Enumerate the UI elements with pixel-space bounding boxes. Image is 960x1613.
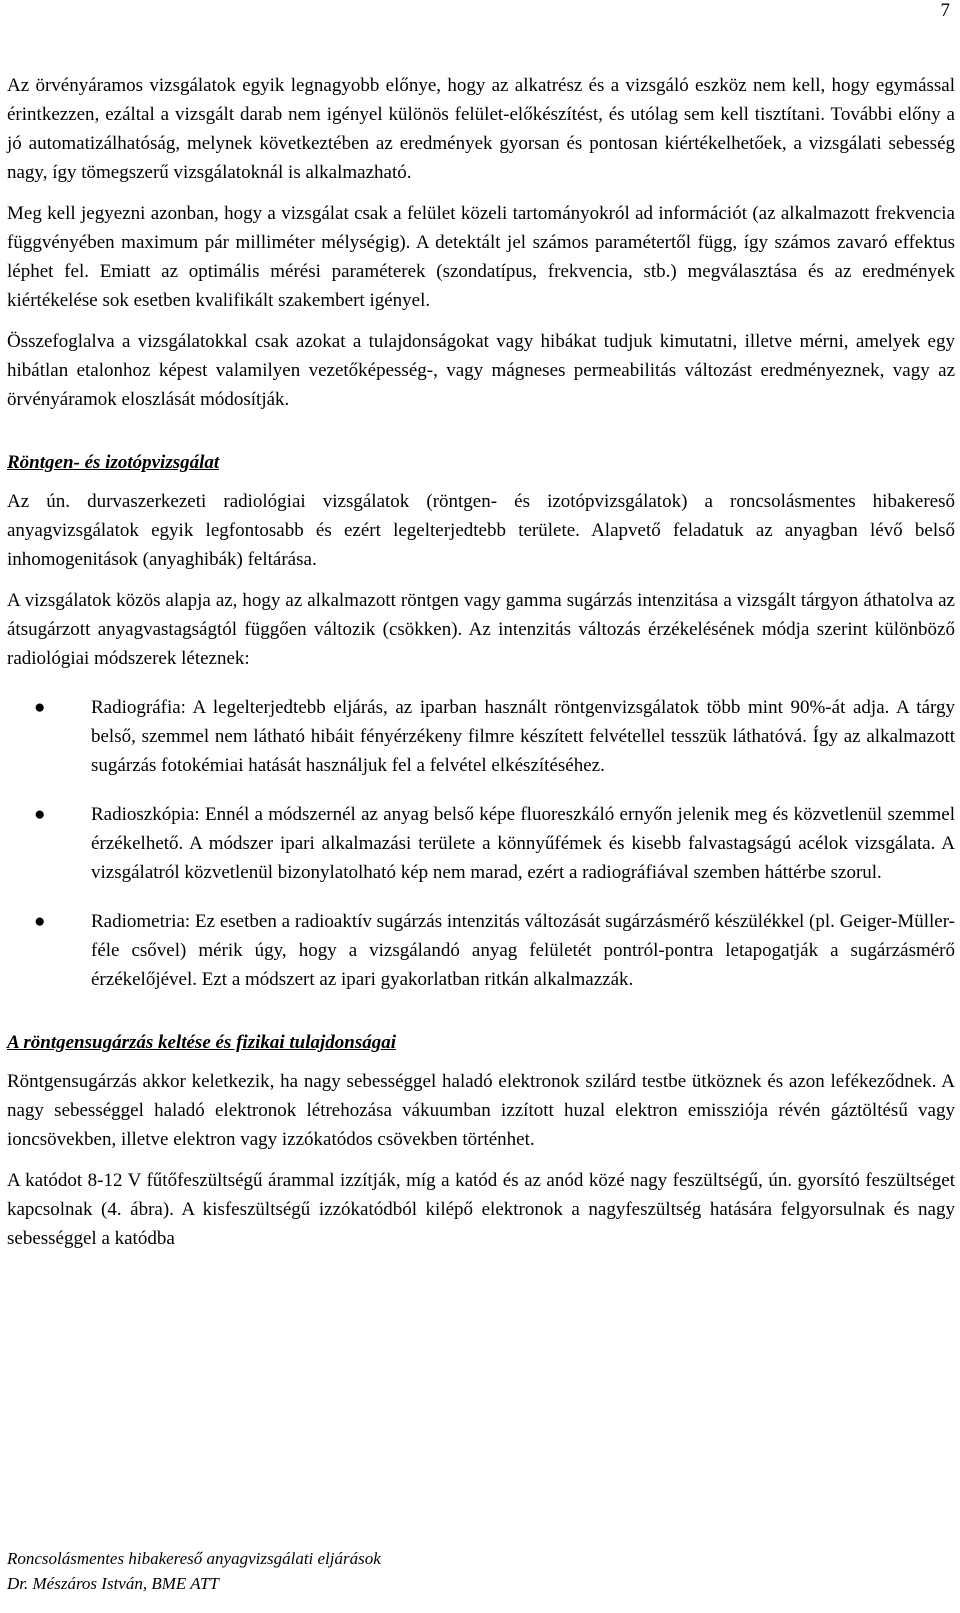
paragraph-xray-origin: Röntgensugárzás akkor keletkezik, ha nagy sebességgel haladó elektronok szilárd testbe ütköznek és azon lefékeződnek. A nagy sebességgel haladó elektronok létrehozása vákuumban izzított huzal elektron emissziója révén gáztöltésű vagy ioncsövekben, illetve elektron vagy izzókatódos csövekben történhet. — [7, 1071, 955, 1150]
document-body — [7, 71, 955, 1265]
bullet-icon: ● — [34, 697, 46, 718]
list-item-radioscopy — [7, 800, 955, 887]
paragraph-radiology-basis: A vizsgálatok közös alapja az, hogy az alkalmazott röntgen vagy gamma sugárzás intenzitása a vizsgált tárgyon áthatolva az átsugárzott anyagvastagságtól függően változik (csökken). Az intenzitás változás érzékelésének módja szerint különböző radiológiai módszerek léteznek: — [7, 590, 955, 669]
footer-author: Dr. Mészáros István, BME ATT — [7, 1574, 219, 1593]
section-heading-radiology: Röntgen- és izotópvizsgálat — [7, 452, 220, 473]
page-number: 7 — [940, 0, 950, 21]
paragraph-limitations: Meg kell jegyezni azonban, hogy a vizsgálat csak a felület közeli tartományokról ad információt (az alkalmazott frekvencia függvényében maximum pár milliméter mélységig). A detektált jel számos paramétertől függ, így számos zavaró effektus léphet fel. Emiatt az optimális mérési paraméterek (szondatípus, frekvencia, stb.) megválasztása és az eredmények kiértékelése sok esetben kvalifikált szakembert igényel. — [7, 203, 955, 311]
paragraph-radiology-intro: Az ún. durvaszerkezeti radiológiai vizsgálatok (röntgen- és izotópvizsgálatok) a roncsolásmentes hibakereső anyagvizsgálatok egyik legfontosabb és ezért legelterjedtebb területe. Alapvető feladatuk az anyagban lévő belső inhomogenitások (anyaghibák) feltárása. — [7, 491, 955, 570]
bullet-icon: ● — [34, 911, 46, 932]
bullet-icon: ● — [34, 804, 46, 825]
method-list — [7, 693, 955, 994]
footer-title: Roncsolásmentes hibakereső anyagvizsgálati eljárások — [7, 1549, 381, 1568]
list-item-text: Radiográfia: A legelterjedtebb eljárás, az iparban használt röntgenvizsgálatok több mint 90%-át adja. A tárgy belső, szemmel nem látható hibáit fényérzékeny filmre készített felvétellel tesszük láthatóvá. Így az alkalmazott sugárzás fotokémiai hatását használjuk fel a felvétel elkészítéséhez. — [91, 697, 955, 776]
paragraph-advantages: Az örvényáramos vizsgálatok egyik legnagyobb előnye, hogy az alkatrész és a vizsgáló eszköz nem kell, hogy egymással érintkezzen, ezáltal a vizsgált darab nem igényel különös felület-előkészítést, és utólag sem kell tisztítani. További előny a jó automatizálhatóság, melynek következtében az eredmények gyorsan és pontosan kiértékelhetőek, a vizsgálati sebesség nagy, így tömegszerű vizsgálatoknál is alkalmazható. — [7, 75, 955, 183]
paragraph-summary: Összefoglalva a vizsgálatokkal csak azokat a tulajdonságokat vagy hibákat tudjuk kimutatni, illetve mérni, amelyek egy hibátlan etalonhoz képest valamilyen vezetőképesség-, vagy mágneses permeabilitás változást eredményeznek, vagy az örvényáramok eloszlását módosítják. — [7, 331, 955, 410]
page-footer — [7, 1546, 381, 1596]
paragraph-cathode: A katódot 8-12 V fűtőfeszültségű árammal izzítják, míg a katód és az anód közé nagy feszültségű, ún. gyorsító feszültséget kapcsolnak (4. ábra). A kisfeszültségű izzókatódból kilépő elektronok a nagyfeszültség hatására felgyorsulnak és nagy sebességgel a katódba — [7, 1170, 955, 1249]
list-item-radiography — [7, 693, 955, 780]
section-heading-xray-generation: A röntgensugárzás keltése és fizikai tulajdonságai — [7, 1032, 397, 1053]
list-item-radiometry — [7, 907, 955, 994]
list-item-text: Radiometria: Ez esetben a radioaktív sugárzás intenzitás változását sugárzásmérő készülékkel (pl. Geiger-Müller-féle csővel) mérik úgy, hogy a vizsgálandó anyag felületét pontról-pontra letapogatják a sugárzásmérő érzékelőjével. Ezt a módszert az ipari gyakorlatban ritkán alkalmazzák. — [91, 911, 955, 990]
list-item-text: Radioszkópia: Ennél a módszernél az anyag belső képe fluoreszkáló ernyőn jelenik meg és közvetlenül szemmel érzékelhető. A módszer ipari alkalmazási területe a könnyűfémek és kisebb falvastagságú acélok vizsgálata. A vizsgálatról közvetlenül bizonylatolható kép nem marad, ezért a radiográfiával szemben háttérbe szorul. — [91, 804, 955, 883]
